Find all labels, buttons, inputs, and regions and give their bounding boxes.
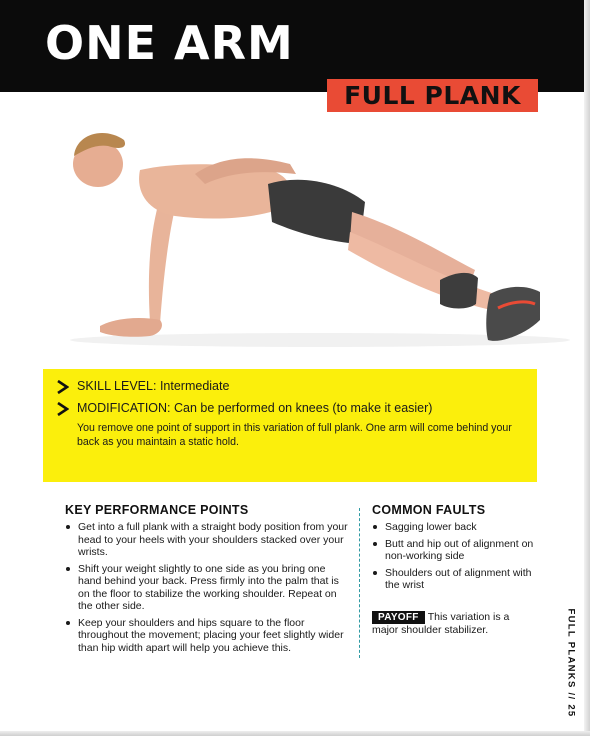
running-footer <box>561 608 581 718</box>
list-item-text: Keep your shoulders and hips square to the floor throughout the movement; placing your feet slightly wider than hip width apart will help you achieve this. <box>78 616 344 654</box>
bullet-icon <box>373 571 377 575</box>
key-points-heading: KEY PERFORMANCE POINTS <box>65 503 249 517</box>
man-one-arm-plank-photo <box>0 112 584 370</box>
skill-level-label: SKILL LEVEL: <box>77 379 157 393</box>
skill-level-line <box>57 379 229 393</box>
support-arm <box>149 198 176 324</box>
common-faults-list <box>372 521 537 596</box>
payoff-note <box>372 611 537 637</box>
shoe-left <box>440 273 478 309</box>
page-subtitle: FULL PLANK <box>344 81 521 110</box>
list-item-text: Shift your weight slightly to one side as you bring one hand behind your back. Press firmly into the palm that is on the floor to stabilize the working shoulder. Repeat on the other side. <box>78 562 339 612</box>
list-item <box>372 538 537 563</box>
key-points-list <box>65 521 350 658</box>
chevron-right-icon <box>57 380 69 394</box>
leg-right <box>348 232 505 312</box>
common-faults-heading: COMMON FAULTS <box>372 503 486 517</box>
skill-info-box <box>43 369 537 482</box>
shoe-right <box>486 287 540 341</box>
payoff-tag: PAYOFF <box>372 611 425 624</box>
list-item <box>65 521 350 559</box>
list-item-text: Get into a full plank with a straight body position from your head to your heels with your shoulders stacked over your wrists. <box>78 521 348 558</box>
column-divider <box>359 508 360 658</box>
list-item <box>372 567 537 592</box>
hand <box>100 318 162 337</box>
subtitle-badge <box>327 79 538 112</box>
skill-level-value: Intermediate <box>159 379 230 393</box>
bullet-icon <box>66 567 70 571</box>
payoff-text: This variation is a major shoulder stabilizer. <box>372 611 510 636</box>
list-item <box>372 521 537 534</box>
intro-paragraph: You remove one point of support in this variation of full plank. One arm will come behind your back as you maintain a static hold. <box>77 422 512 448</box>
bullet-icon <box>66 621 70 625</box>
list-item-text: Sagging lower back <box>385 521 477 533</box>
modification-label: MODIFICATION: <box>77 401 171 415</box>
section-page-label: FULL PLANKS // 25 <box>565 608 577 718</box>
bullet-icon <box>66 525 70 529</box>
chevron-right-icon <box>57 402 69 416</box>
bullet-icon <box>373 542 377 546</box>
list-item <box>65 617 350 655</box>
list-item <box>65 563 350 613</box>
page-title: ONE ARM <box>45 16 294 70</box>
bullet-icon <box>373 525 377 529</box>
list-item-text: Butt and hip out of alignment on non-working side <box>385 537 534 562</box>
modification-line <box>57 401 432 415</box>
page-bottom-shadow <box>0 731 590 736</box>
modification-value: Can be performed on knees (to make it easier) <box>174 401 433 415</box>
page-edge-shadow <box>584 0 590 736</box>
list-item-text: Shoulders out of alignment with the wrist <box>385 566 532 591</box>
